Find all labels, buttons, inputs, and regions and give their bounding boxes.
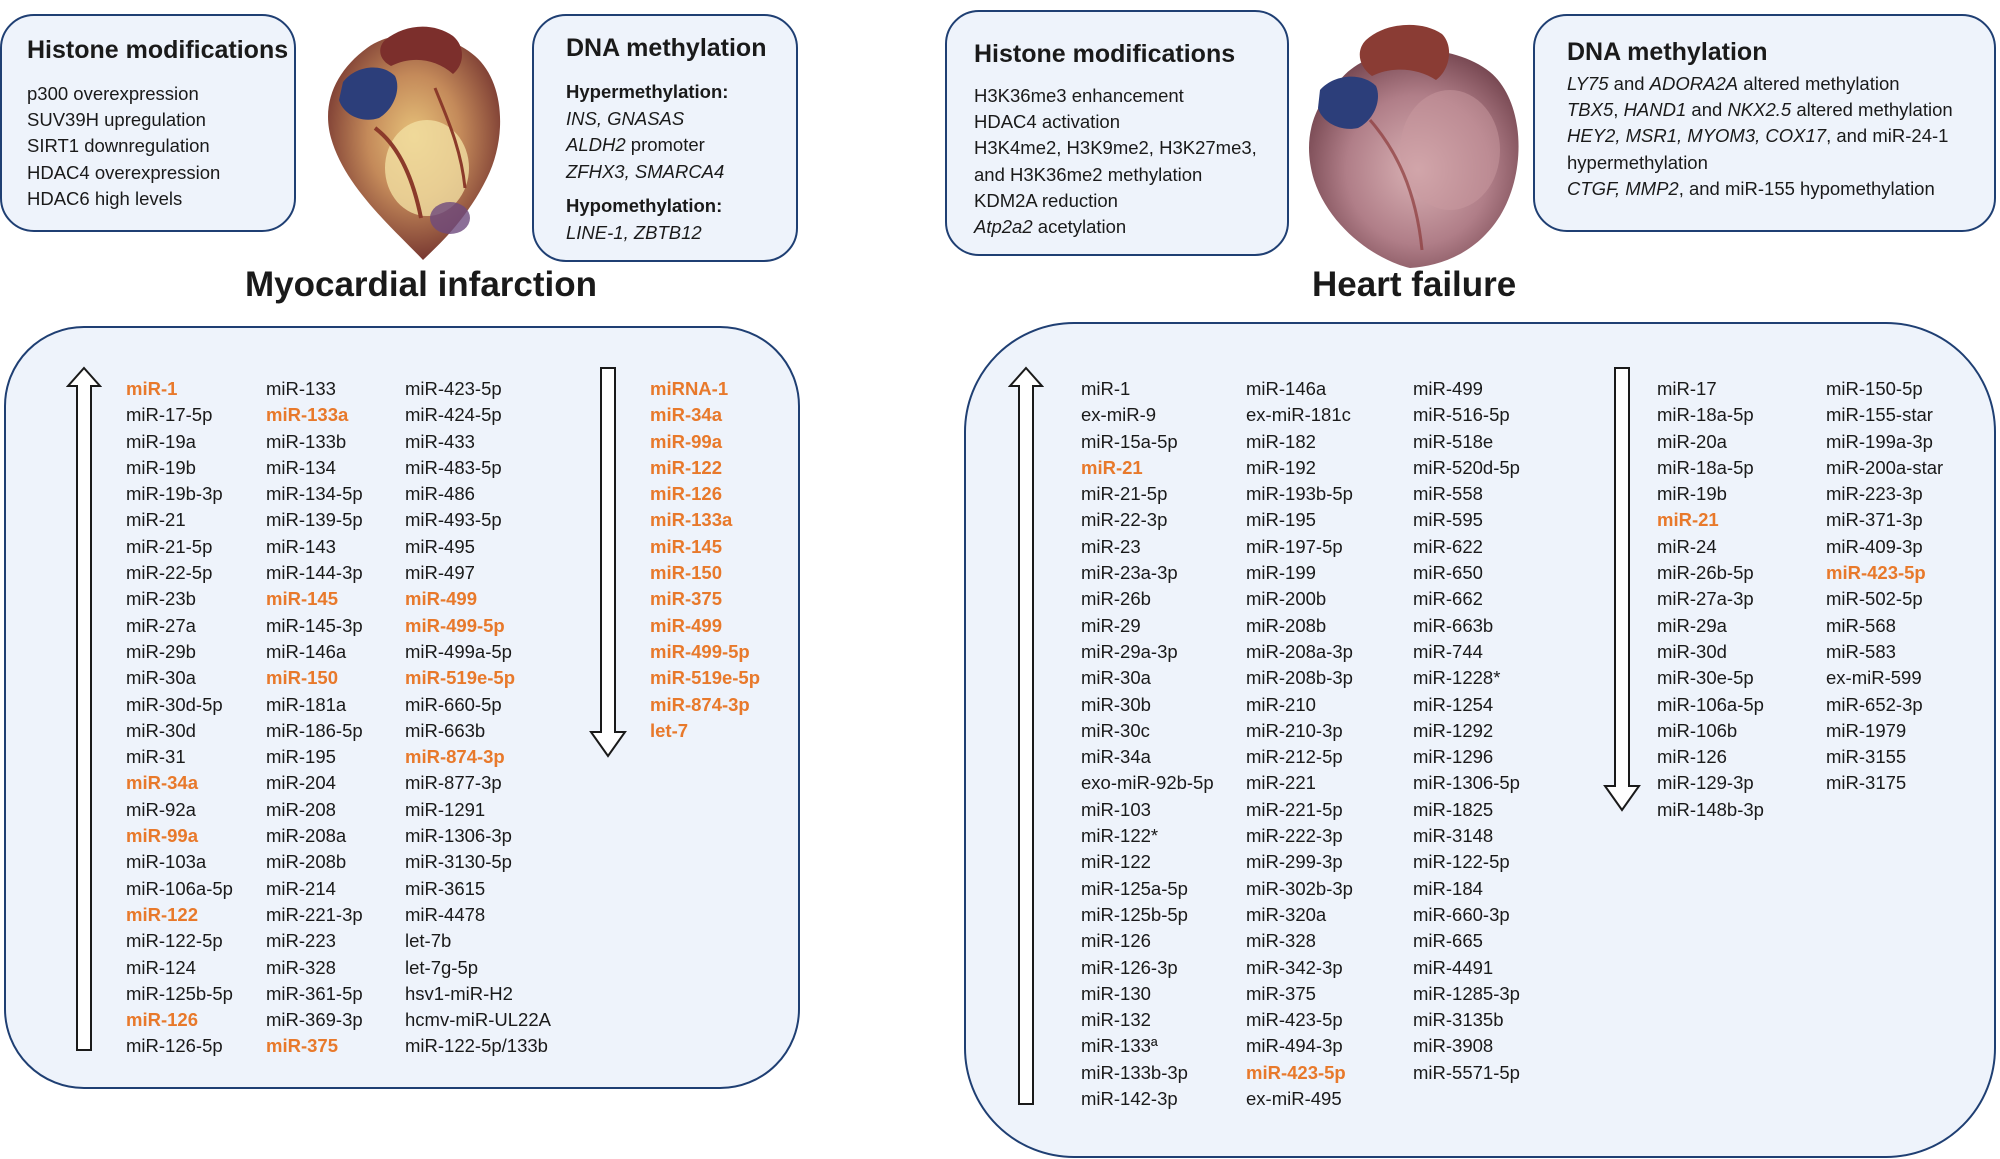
mirna-item-highlighted: miR-34a bbox=[126, 772, 198, 794]
mirna-item-highlighted: miR-423-5p bbox=[1246, 1061, 1346, 1083]
mirna-item-highlighted: miR-519e-5p bbox=[650, 667, 761, 689]
hf-histone-item: HDAC4 activation bbox=[974, 111, 1121, 133]
mirna-item: miR-124 bbox=[126, 956, 196, 978]
mirna-item: hsv1-miR-H2 bbox=[405, 982, 513, 1004]
mirna-item: miR-22-3p bbox=[1081, 509, 1168, 531]
mirna-item: miR-29a-3p bbox=[1081, 640, 1178, 662]
mirna-item: miR-486 bbox=[405, 483, 475, 505]
mirna-item-highlighted: miR-122 bbox=[650, 456, 722, 478]
mirna-item: miR-122* bbox=[1081, 825, 1159, 847]
hf-dna-gene: ADORA2A bbox=[1649, 73, 1739, 94]
mirna-item: miR-181a bbox=[266, 693, 347, 715]
mirna-item: miR-208b-3p bbox=[1246, 667, 1353, 689]
mirna-item: miR-208b bbox=[1246, 614, 1327, 636]
hf-heart-shade bbox=[1400, 90, 1500, 210]
mirna-item: miR-134-5p bbox=[266, 483, 363, 505]
mirna-item: miR-650 bbox=[1413, 562, 1483, 584]
mi-hyper-gene: ALDH2 bbox=[566, 134, 626, 155]
mirna-item-highlighted: miR-99a bbox=[650, 430, 722, 452]
mirna-item: ex-miR-181c bbox=[1246, 404, 1351, 426]
mirna-item: miR-1825 bbox=[1413, 798, 1494, 820]
mirna-item: miR-133b-3p bbox=[1081, 1061, 1188, 1083]
mi-hyper-text: promoter bbox=[625, 134, 705, 155]
mirna-item-highlighted: miR-874-3p bbox=[650, 693, 750, 715]
mirna-item: miR-126-5p bbox=[126, 1035, 223, 1057]
hf-dna-gene: HEY2, MSR1, MYOM3, COX17 bbox=[1567, 125, 1827, 147]
mirna-item: miR-369-3p bbox=[266, 1009, 363, 1031]
hf-histone-title: Histone modifications bbox=[974, 40, 1236, 68]
mirna-item: miR-433 bbox=[405, 430, 475, 452]
mirna-item: miR-302b-3p bbox=[1246, 877, 1353, 899]
mirna-item: miR-29a bbox=[1657, 614, 1727, 636]
mirna-item: miR-663b bbox=[1413, 614, 1494, 636]
mirna-item: miR-595 bbox=[1413, 509, 1483, 531]
mi-histone-list bbox=[27, 81, 220, 212]
mirna-item: miR-21-5p bbox=[1081, 483, 1168, 505]
mirna-item: miR-5571-5p bbox=[1413, 1061, 1520, 1083]
mirna-item: miR-30e-5p bbox=[1657, 667, 1754, 689]
hf-dna-text: , and miR-155 hypomethylation bbox=[1678, 177, 1935, 199]
mirna-item: miR-126 bbox=[1657, 746, 1727, 768]
mirna-item: miR-4478 bbox=[405, 903, 486, 925]
mirna-item: miR-662 bbox=[1413, 588, 1483, 610]
mirna-item: miR-195 bbox=[1246, 509, 1316, 531]
hf-dna-gene: TBX5 bbox=[1567, 99, 1614, 121]
mirna-item-highlighted: miR-423-5p bbox=[1826, 562, 1926, 584]
mirna-item-highlighted: miR-133a bbox=[266, 404, 349, 426]
mirna-item: miR-1285-3p bbox=[1413, 982, 1520, 1004]
mirna-item: miR-31 bbox=[126, 746, 186, 768]
mirna-item: miR-143 bbox=[266, 535, 336, 557]
mirna-item: miR-3130-5p bbox=[405, 851, 512, 873]
hf-histone-item: KDM2A reduction bbox=[974, 189, 1118, 211]
mirna-item: miR-122-5p bbox=[1413, 851, 1510, 873]
mirna-item: miR-132 bbox=[1081, 1009, 1151, 1031]
mirna-item: miR-29b bbox=[126, 640, 196, 662]
mirna-item: let-7b bbox=[405, 930, 452, 952]
mi-hypo-label: Hypomethylation: bbox=[566, 195, 723, 216]
mi-dna-list bbox=[566, 79, 728, 246]
mi-down-arrow bbox=[588, 366, 628, 758]
mirna-item: miR-122-5p/133b bbox=[405, 1035, 548, 1057]
mirna-item-highlighted: miR-499-5p bbox=[405, 614, 505, 636]
mirna-item: miR-3615 bbox=[405, 877, 486, 899]
mirna-item: miR-583 bbox=[1826, 640, 1896, 662]
hf-up-column bbox=[1081, 376, 1214, 1112]
mirna-item: miR-200a-star bbox=[1826, 456, 1944, 478]
mirna-item: miR-877-3p bbox=[405, 772, 502, 794]
mirna-item: miR-106a-5p bbox=[126, 877, 233, 899]
hf-histone-gene: Atp2a2 bbox=[974, 216, 1033, 238]
mirna-item: miR-15a-5p bbox=[1081, 430, 1178, 452]
mirna-item: miR-30a bbox=[126, 667, 196, 689]
mirna-item: miR-106b bbox=[1657, 719, 1738, 741]
mirna-item: miR-497 bbox=[405, 562, 475, 584]
mirna-item: miR-22-5p bbox=[126, 562, 213, 584]
mirna-item: ex-miR-495 bbox=[1246, 1088, 1342, 1110]
mirna-item: miR-520d-5p bbox=[1413, 456, 1520, 478]
mirna-item: miR-26b bbox=[1081, 588, 1151, 610]
mirna-item: miR-3135b bbox=[1413, 1009, 1504, 1031]
mirna-item-highlighted: miR-21 bbox=[1657, 509, 1719, 531]
mirna-item: miR-139-5p bbox=[266, 509, 363, 531]
mi-section-title: Myocardial infarction bbox=[245, 265, 598, 304]
mi-histone-item: HDAC4 overexpression bbox=[27, 161, 221, 183]
mirna-item: miR-502-5p bbox=[1826, 588, 1923, 610]
mirna-item: miR-144-3p bbox=[266, 562, 363, 584]
mirna-item: miR-208b bbox=[266, 851, 347, 873]
mirna-item: miR-142-3p bbox=[1081, 1088, 1178, 1110]
mirna-item: miR-193b-5p bbox=[1246, 483, 1353, 505]
mirna-item: miR-328 bbox=[1246, 930, 1316, 952]
mirna-item: miR-24 bbox=[1657, 535, 1717, 557]
mirna-item: miR-423-5p bbox=[405, 378, 502, 399]
mirna-item: miR-1228* bbox=[1413, 667, 1501, 689]
mirna-item: miR-197-5p bbox=[1246, 535, 1343, 557]
mi-infarct-zone bbox=[430, 202, 470, 234]
mirna-item: miR-663b bbox=[405, 719, 486, 741]
mirna-item-highlighted: miR-375 bbox=[650, 588, 722, 610]
mirna-item: miR-23b bbox=[126, 588, 196, 610]
mi-hyper-genes: INS, GNASAS bbox=[566, 107, 685, 129]
mirna-item: miR-495 bbox=[405, 535, 475, 557]
mirna-item: miR-222-3p bbox=[1246, 825, 1343, 847]
mirna-item-highlighted: miR-34a bbox=[650, 404, 722, 426]
mi-up-column bbox=[405, 376, 551, 1060]
mirna-item: miR-19b bbox=[126, 456, 196, 478]
mi-histone-item: SIRT1 downregulation bbox=[27, 135, 210, 157]
mirna-item: miR-134 bbox=[266, 456, 336, 478]
mirna-item: miR-18a-5p bbox=[1657, 456, 1754, 478]
mirna-item: miR-130 bbox=[1081, 982, 1151, 1004]
hf-dna-text: altered methylation bbox=[1738, 73, 1900, 94]
mirna-item: miR-133 bbox=[266, 378, 336, 399]
mi-up-column bbox=[126, 376, 233, 1060]
mirna-item: miR-186-5p bbox=[266, 719, 363, 741]
mirna-item: miR-328 bbox=[266, 956, 336, 978]
mirna-item: miR-493-5p bbox=[405, 509, 502, 531]
mirna-item: miR-122 bbox=[1081, 851, 1151, 873]
hf-histone-item bbox=[974, 214, 1257, 240]
mirna-item: miR-146a bbox=[266, 640, 347, 662]
mi-up-column bbox=[266, 376, 363, 1060]
hf-histone-text: acetylation bbox=[1032, 216, 1127, 238]
mirna-item: miR-371-3p bbox=[1826, 509, 1923, 531]
hf-section-title: Heart failure bbox=[1312, 265, 1517, 304]
mirna-item: miR-4491 bbox=[1413, 956, 1494, 978]
mirna-item: miR-192 bbox=[1246, 456, 1316, 478]
mirna-item: miR-125b-5p bbox=[1081, 903, 1188, 925]
hf-dna-line: hypermethylation bbox=[1567, 151, 1708, 173]
hf-histone-list bbox=[974, 83, 1257, 240]
mirna-item: miR-17-5p bbox=[126, 404, 213, 426]
mirna-item: miR-568 bbox=[1826, 614, 1896, 636]
mirna-item: miR-1306-5p bbox=[1413, 772, 1520, 794]
mirna-item: miR-1306-3p bbox=[405, 825, 512, 847]
mirna-item-highlighted: miR-1 bbox=[126, 378, 178, 399]
mirna-item: miR-622 bbox=[1413, 535, 1483, 557]
mirna-item: miR-126-3p bbox=[1081, 956, 1178, 978]
mirna-item: miR-19a bbox=[126, 430, 196, 452]
mirna-item: miR-103 bbox=[1081, 798, 1151, 820]
mirna-item-highlighted: miR-150 bbox=[650, 562, 722, 584]
mirna-item-highlighted: miR-133a bbox=[650, 509, 733, 531]
mirna-item: miR-499a-5p bbox=[405, 640, 512, 662]
mirna-item: miR-92a bbox=[126, 798, 196, 820]
mirna-item: miR-133ª bbox=[1081, 1035, 1158, 1057]
mirna-item: miR-23 bbox=[1081, 535, 1141, 557]
mirna-item: miR-195 bbox=[266, 746, 336, 768]
mirna-item: miR-221-5p bbox=[1246, 798, 1343, 820]
mirna-item: miR-146a bbox=[1246, 378, 1327, 399]
mirna-item-highlighted: miR-499 bbox=[650, 614, 722, 636]
hf-dna-line bbox=[1567, 97, 1953, 123]
hf-heart-illustration bbox=[1300, 20, 1530, 270]
mi-heart-illustration bbox=[315, 18, 515, 263]
mirna-item: miR-223-3p bbox=[1826, 483, 1923, 505]
mirna-item: miR-1979 bbox=[1826, 719, 1907, 741]
mirna-item-highlighted: miRNA-1 bbox=[650, 378, 729, 399]
hf-down-column bbox=[1657, 376, 1764, 823]
mirna-item: miR-660-3p bbox=[1413, 903, 1510, 925]
mirna-item: miR-29 bbox=[1081, 614, 1141, 636]
mirna-item: miR-3155 bbox=[1826, 746, 1907, 768]
mirna-item: miR-23a-3p bbox=[1081, 562, 1178, 584]
mirna-item: miR-125b-5p bbox=[126, 982, 233, 1004]
hf-histone-item: and H3K36me2 methylation bbox=[974, 163, 1203, 185]
mirna-item: miR-103a bbox=[126, 851, 207, 873]
hf-dna-gene: NKX2.5 bbox=[1727, 99, 1792, 121]
mirna-item: miR-30a bbox=[1081, 667, 1151, 689]
mirna-item: miR-21-5p bbox=[126, 535, 213, 557]
mirna-item: hcmv-miR-UL22A bbox=[405, 1009, 551, 1031]
mirna-item: miR-483-5p bbox=[405, 456, 502, 478]
mi-up-arrow bbox=[66, 366, 102, 1052]
hf-dna-line bbox=[1567, 176, 1953, 202]
mirna-item: miR-208a bbox=[266, 825, 347, 847]
mirna-item: miR-423-5p bbox=[1246, 1009, 1343, 1031]
mirna-item: miR-19b-3p bbox=[126, 483, 223, 505]
mi-hyper-genes: ZFHX3, SMARCA4 bbox=[566, 160, 725, 182]
mirna-item-highlighted: let-7 bbox=[650, 719, 689, 741]
mirna-item: miR-182 bbox=[1246, 430, 1316, 452]
mirna-item: miR-30d bbox=[126, 719, 196, 741]
mi-histone-item: p300 overexpression bbox=[27, 83, 199, 104]
mirna-item: miR-499 bbox=[1413, 378, 1483, 399]
mi-hypo-genes: LINE-1, ZBTB12 bbox=[566, 221, 702, 243]
hf-dna-text: altered methylation bbox=[1791, 99, 1953, 121]
hf-dna-text: and bbox=[1686, 99, 1728, 121]
mirna-item: miR-145-3p bbox=[266, 614, 363, 636]
mirna-item: miR-30d-5p bbox=[126, 693, 223, 715]
mirna-item: miR-744 bbox=[1413, 640, 1483, 662]
mirna-item: miR-30d bbox=[1657, 640, 1727, 662]
mirna-item: miR-1291 bbox=[405, 798, 486, 820]
hf-dna-gene: HAND1 bbox=[1623, 99, 1687, 121]
mirna-item: miR-518e bbox=[1413, 430, 1494, 452]
hf-dna-text: , bbox=[1613, 99, 1624, 121]
mirna-item: miR-320a bbox=[1246, 903, 1327, 925]
mirna-item: miR-133b bbox=[266, 430, 347, 452]
mirna-item: miR-652-3p bbox=[1826, 693, 1923, 715]
mirna-item: miR-1254 bbox=[1413, 693, 1494, 715]
mirna-item: miR-1292 bbox=[1413, 719, 1494, 741]
mirna-item: miR-375 bbox=[1246, 982, 1316, 1004]
mirna-item-highlighted: miR-122 bbox=[126, 903, 198, 925]
hf-histone-item: H3K4me2, H3K9me2, H3K27me3, bbox=[974, 137, 1257, 159]
mirna-item: miR-106a-5p bbox=[1657, 693, 1764, 715]
mirna-item: miR-342-3p bbox=[1246, 956, 1343, 978]
hf-dna-gene: CTGF, MMP2 bbox=[1567, 177, 1679, 199]
mirna-item-highlighted: miR-99a bbox=[126, 825, 198, 847]
mirna-item: miR-214 bbox=[266, 877, 336, 899]
mirna-item: miR-558 bbox=[1413, 483, 1483, 505]
mirna-item: ex-miR-9 bbox=[1081, 404, 1157, 426]
mirna-item-highlighted: miR-145 bbox=[650, 535, 722, 557]
mi-histone-item: SUV39H upregulation bbox=[27, 109, 206, 131]
mi-dna-title: DNA methylation bbox=[566, 34, 767, 62]
hf-down-column bbox=[1826, 376, 1943, 797]
mirna-item-highlighted: miR-874-3p bbox=[405, 746, 505, 768]
mi-hyper-label: Hypermethylation: bbox=[566, 81, 729, 102]
mirna-item: miR-148b-3p bbox=[1657, 798, 1764, 820]
mirna-item: miR-494-3p bbox=[1246, 1035, 1343, 1057]
hf-dna-line bbox=[1567, 123, 1953, 149]
mirna-item-highlighted: miR-375 bbox=[266, 1035, 338, 1057]
mirna-item-highlighted: miR-126 bbox=[650, 483, 722, 505]
mirna-item: miR-27a bbox=[126, 614, 196, 636]
mirna-item: miR-21 bbox=[126, 509, 186, 531]
mirna-item: miR-200b bbox=[1246, 588, 1327, 610]
mirna-item: miR-299-3p bbox=[1246, 851, 1343, 873]
mirna-item: miR-361-5p bbox=[266, 982, 363, 1004]
mirna-item: miR-210-3p bbox=[1246, 719, 1343, 741]
mirna-item: miR-424-5p bbox=[405, 404, 502, 426]
mirna-item: miR-1296 bbox=[1413, 746, 1494, 768]
mirna-item: miR-199 bbox=[1246, 562, 1316, 584]
mirna-item: miR-208 bbox=[266, 798, 336, 820]
mirna-item: miR-221 bbox=[1246, 772, 1316, 794]
mirna-item: miR-17 bbox=[1657, 378, 1717, 399]
mirna-item: ex-miR-599 bbox=[1826, 667, 1922, 689]
hf-down-arrow bbox=[1602, 366, 1642, 812]
mirna-item: miR-30b bbox=[1081, 693, 1151, 715]
mirna-item: miR-208a-3p bbox=[1246, 640, 1353, 662]
mirna-item: miR-223 bbox=[266, 930, 336, 952]
mirna-item: miR-199a-3p bbox=[1826, 430, 1933, 452]
hf-up-arrow bbox=[1008, 366, 1044, 1106]
hf-up-column bbox=[1413, 376, 1520, 1086]
mi-hyper-promoter bbox=[566, 132, 728, 159]
mirna-item: miR-26b-5p bbox=[1657, 562, 1754, 584]
mirna-item: miR-20a bbox=[1657, 430, 1727, 452]
mirna-item: miR-409-3p bbox=[1826, 535, 1923, 557]
hf-up-column bbox=[1246, 376, 1353, 1112]
hf-dna-line bbox=[1567, 71, 1953, 97]
mi-histone-title: Histone modifications bbox=[27, 36, 289, 64]
mirna-item-highlighted: miR-126 bbox=[126, 1009, 198, 1031]
mirna-item: miR-3148 bbox=[1413, 825, 1494, 847]
mirna-item: exo-miR-92b-5p bbox=[1081, 772, 1214, 794]
mirna-item: miR-27a-3p bbox=[1657, 588, 1754, 610]
hf-dna-gene: LY75 bbox=[1567, 73, 1609, 94]
mi-down-column bbox=[650, 376, 760, 744]
mirna-item-highlighted: miR-519e-5p bbox=[405, 667, 516, 689]
mirna-item: miR-126 bbox=[1081, 930, 1151, 952]
mirna-item: miR-210 bbox=[1246, 693, 1316, 715]
mirna-item: miR-150-5p bbox=[1826, 378, 1923, 399]
mirna-item: miR-19b bbox=[1657, 483, 1727, 505]
mirna-item-highlighted: miR-21 bbox=[1081, 456, 1143, 478]
mi-histone-item: HDAC6 high levels bbox=[27, 187, 183, 209]
mirna-item-highlighted: miR-145 bbox=[266, 588, 338, 610]
mi-infarct-zone bbox=[385, 120, 469, 216]
mirna-item: miR-155-star bbox=[1826, 404, 1933, 426]
mirna-item: miR-122-5p bbox=[126, 930, 223, 952]
hf-dna-title: DNA methylation bbox=[1567, 38, 1768, 66]
mirna-item: miR-184 bbox=[1413, 877, 1483, 899]
mirna-item: miR-204 bbox=[266, 772, 336, 794]
mirna-item: let-7g-5p bbox=[405, 956, 479, 978]
mirna-item: miR-18a-5p bbox=[1657, 404, 1754, 426]
mirna-item: miR-665 bbox=[1413, 930, 1483, 952]
mirna-item-highlighted: miR-499 bbox=[405, 588, 477, 610]
mirna-item: miR-212-5p bbox=[1246, 746, 1343, 768]
mirna-item-highlighted: miR-499-5p bbox=[650, 640, 750, 662]
mirna-item: miR-660-5p bbox=[405, 693, 502, 715]
hf-dna-text: and bbox=[1608, 73, 1650, 94]
mirna-item: miR-34a bbox=[1081, 746, 1151, 768]
mirna-item: miR-3908 bbox=[1413, 1035, 1494, 1057]
hf-histone-item: H3K36me3 enhancement bbox=[974, 85, 1184, 106]
mirna-item: miR-3175 bbox=[1826, 772, 1907, 794]
mirna-item: miR-129-3p bbox=[1657, 772, 1754, 794]
mirna-item-highlighted: miR-150 bbox=[266, 667, 338, 689]
hf-dna-text: , and miR-24-1 bbox=[1826, 125, 1949, 147]
mirna-item: miR-125a-5p bbox=[1081, 877, 1188, 899]
hf-dna-list bbox=[1567, 71, 1953, 202]
mirna-item: miR-1 bbox=[1081, 378, 1131, 399]
mirna-item: miR-30c bbox=[1081, 719, 1150, 741]
mirna-item: miR-516-5p bbox=[1413, 404, 1510, 426]
mirna-item: miR-221-3p bbox=[266, 903, 363, 925]
